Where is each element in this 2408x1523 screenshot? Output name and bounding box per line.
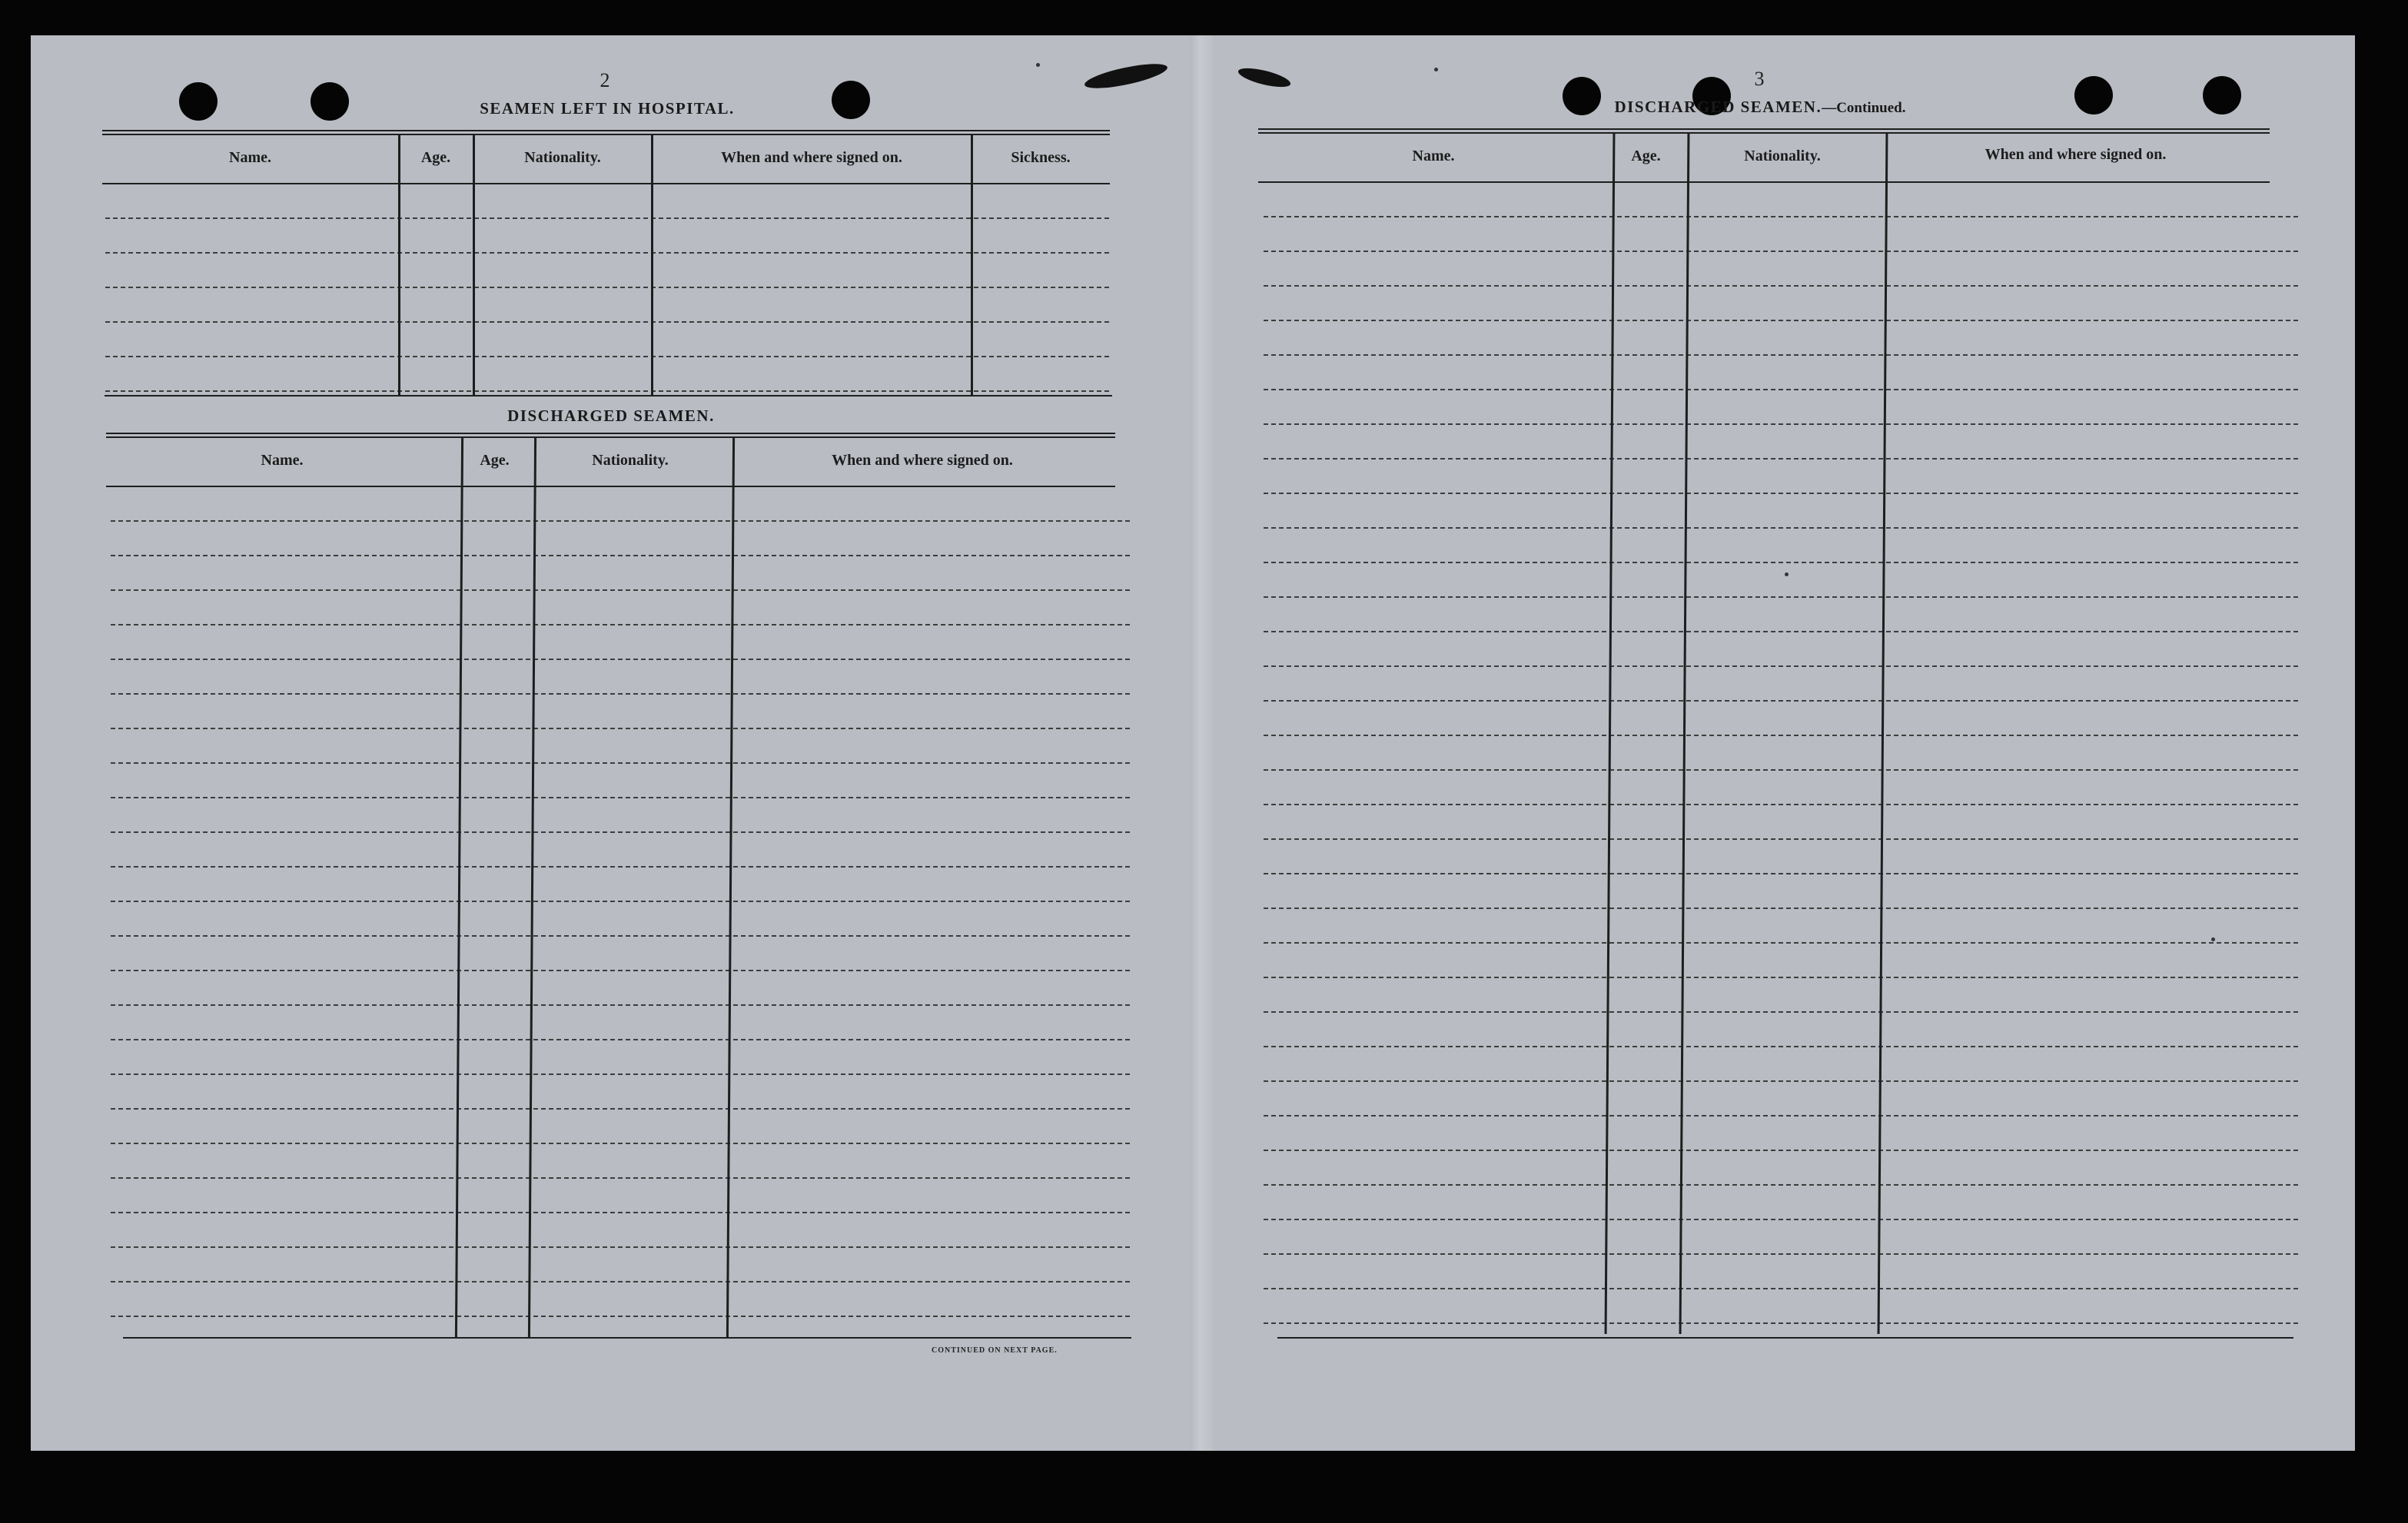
column-header-age: Age. (480, 452, 510, 469)
paper-speck (1434, 68, 1438, 71)
column-divider (971, 135, 973, 395)
table-bottom-rule (1277, 1337, 2293, 1339)
column-header-nationality: Nationality. (1744, 148, 1821, 164)
column-header-sickness: Sickness. (1011, 149, 1071, 166)
center-fold (1190, 35, 1213, 1451)
column-header-nationality: Nationality. (524, 149, 601, 166)
paper-speck (1785, 572, 1789, 576)
column-header-nationality: Nationality. (592, 452, 669, 469)
section-title-discharged-continued (1583, 98, 1937, 117)
table-bottom-rule (123, 1337, 1131, 1339)
punch-hole (179, 82, 218, 121)
column-header-name: Name. (261, 452, 304, 469)
column-header-name: Name. (229, 149, 271, 166)
column-header-when-where: When and where signed on. (832, 452, 1013, 469)
column-header-when-where: When and where signed on. (721, 149, 902, 166)
column-divider (473, 135, 475, 395)
ruled-entry-lines (1260, 183, 2298, 1336)
paper-speck (2211, 937, 2215, 941)
column-header-age: Age. (420, 149, 451, 166)
page-number: 3 (1754, 68, 1765, 90)
ruled-entry-lines (102, 184, 1110, 392)
table-bottom-rule (105, 395, 1112, 397)
table-top-rule (102, 134, 1110, 135)
section-title-suffix: —Continued. (1822, 100, 1906, 116)
continued-note: CONTINUED ON NEXT PAGE. (932, 1346, 1058, 1355)
column-divider (398, 135, 400, 395)
punch-hole (2074, 76, 2113, 114)
column-header-name: Name. (1412, 148, 1455, 164)
section-title-text: DISCHARGED SEAMEN. (1614, 98, 1822, 116)
column-divider (651, 135, 653, 395)
section-title-hospital: SEAMEN LEFT IN HOSPITAL. (480, 99, 735, 118)
section-title-discharged: DISCHARGED SEAMEN. (507, 406, 715, 425)
table-top-rule (102, 130, 1110, 131)
punch-hole (2203, 76, 2241, 114)
table-top-rule (1258, 128, 2270, 130)
column-header-when-where: When and where signed on. (1985, 146, 2167, 163)
paper-speck (1036, 63, 1040, 67)
table-top-rule (1258, 132, 2270, 134)
punch-hole (311, 82, 349, 121)
column-header-age: Age. (1631, 148, 1661, 164)
table-top-rule (106, 436, 1115, 438)
punch-hole (832, 81, 870, 119)
table-top-rule (106, 433, 1115, 434)
ruled-entry-lines (108, 487, 1130, 1337)
page-number: 2 (600, 69, 610, 91)
